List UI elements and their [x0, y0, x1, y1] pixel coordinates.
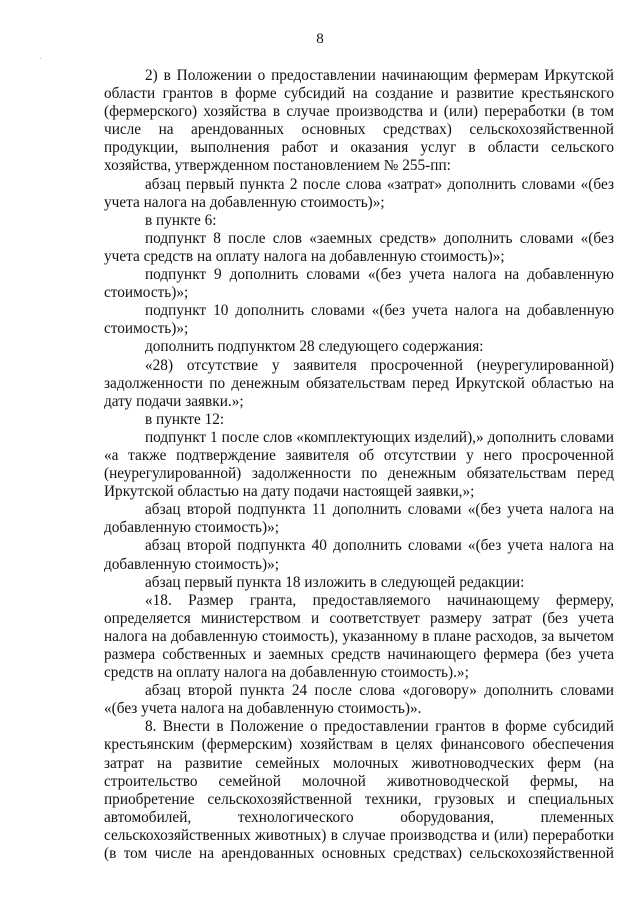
paragraph: абзац первый пункта 2 после слова «затрат» дополнить словами «(без учета налога на добавленную стоимость)»;: [104, 175, 614, 211]
paragraph: подпункт 8 после слов «заемных средств» дополнить словами «(без учета средств на оплату налога на добавленную стоимость)»;: [104, 229, 614, 265]
paragraph: абзац второй подпункта 40 дополнить словами «(без учета налога на добавленную стоимость)»;: [104, 537, 614, 573]
paragraph: подпункт 9 дополнить словами «(без учета налога на добавленную стоимость)»;: [104, 266, 614, 302]
paragraph: дополнить подпунктом 28 следующего содержания:: [145, 338, 484, 356]
page-number: 8: [316, 31, 324, 47]
paragraph: абзац первый пункта 18 изложить в следующей редакции:: [145, 573, 525, 591]
document-body: [104, 67, 614, 863]
paragraph: абзац второй пункта 24 после слова «договору» дополнить словами «(без учета налога на добавленную стоимость)».: [104, 682, 614, 718]
paragraph: 2) в Положении о предоставлении начинающим фермерам Иркутской области грантов в форме субсидий на создание и развитие крестьянского (фермерского) хозяйства в случае производства и (или) переработки (в том числе на арендованных основных средствах) сельскохозяйственной продукции, выполнения работ и оказания услуг в области сельского хозяйства, утвержденном постановлением № 255-пп:: [104, 67, 614, 175]
paragraph: в пункте 12:: [145, 410, 225, 428]
paragraph: «18. Размер гранта, предоставляемого начинающему фермеру, определяется министерством и соответствует размеру затрат (без учета налога на добавленную стоимость), указанному в плане расходов, за вычетом размера собственных и заемных средств начинающего фермера (без учета средств на оплату налога на добавленную стоимость).»;: [104, 591, 614, 682]
paragraph: 8. Внести в Положение о предоставлении грантов в форме субсидий крестьянским (фермерским) хозяйствам в целях финансового обеспечения затрат на развитие семейных молочных животноводческих ферм (на строительство семейной молочной животноводческой фермы, на приобретение сельскохозяйственной техники, грузовых и специальных автомобилей, технологического оборудования, племенных сельскохозяйственных животных) в случае производства и (или) переработки (в том числе на арендованных основных средствах) сельскохозяйственной: [104, 718, 614, 863]
paragraph: абзац второй подпункта 11 дополнить словами «(без учета налога на добавленную стоимость)»;: [104, 501, 614, 537]
paragraph: в пункте 6:: [145, 211, 217, 229]
paragraph: подпункт 1 после слов «комплектующих изделий),» дополнить словами «а также подтверждение заявителя об отсутствии у него просроченной (неурегулированной) задолженности по денежным обязательствам перед Иркутской областью на дату подачи настоящей заявки,»;: [104, 428, 614, 501]
paragraph: «28) отсутствие у заявителя просроченной (неурегулированной) задолженности по денежным обязательствам перед Иркутской областью на дату подачи заявки.»;: [104, 356, 614, 410]
margin-mark: [40, 58, 41, 59]
paragraph: подпункт 10 дополнить словами «(без учета налога на добавленную стоимость)»;: [104, 302, 614, 338]
